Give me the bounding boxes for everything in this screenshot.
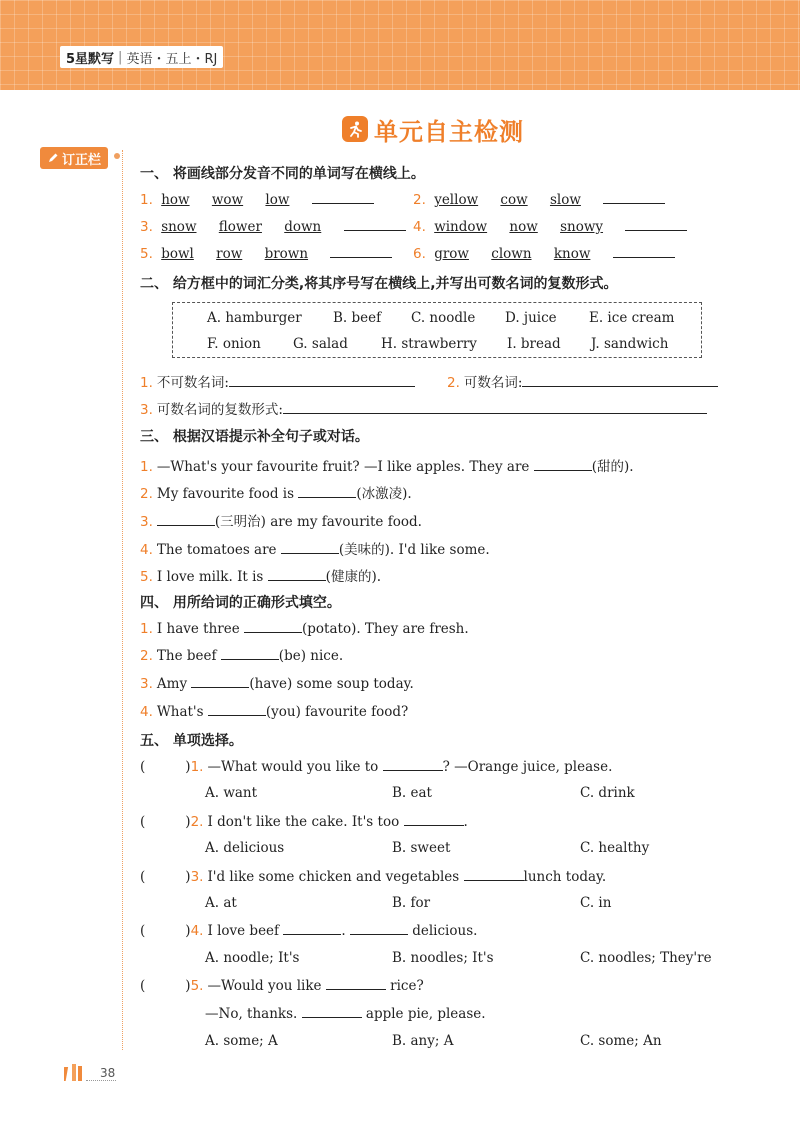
answer-blank[interactable] [302, 1005, 362, 1018]
question-text: are my favourite food. [270, 514, 422, 530]
answer-blank[interactable] [312, 191, 374, 204]
question-text: ? —Orange juice, please. [442, 759, 613, 775]
vocab-item: A. hamburger [207, 310, 302, 326]
correction-column-badge [40, 147, 108, 169]
option-c[interactable]: C. noodles; They're [580, 950, 712, 966]
answer-blank[interactable] [613, 245, 675, 258]
page-title [342, 112, 524, 146]
question-text: rice? [390, 978, 424, 994]
option-b[interactable]: B. any; A [392, 1033, 454, 1049]
answer-blank[interactable] [344, 218, 406, 231]
s1-q5 [140, 245, 392, 262]
brand-separator: | [118, 49, 123, 65]
option-a[interactable]: A. at [205, 895, 237, 911]
option-c[interactable]: C. drink [580, 785, 635, 801]
question-text: . [341, 923, 346, 939]
answer-paren-close: ) [185, 814, 191, 830]
question-text: —Would you like [207, 978, 322, 994]
section5-heading: 五、 单项选择。 [140, 733, 243, 749]
question-text: I don't like the cake. It's too [207, 814, 400, 830]
option-b[interactable]: B. noodles; It's [392, 950, 494, 966]
s1-q6 [413, 245, 675, 262]
answer-blank[interactable] [208, 703, 266, 716]
answer-blank[interactable] [281, 541, 339, 554]
answer-blank[interactable] [534, 458, 592, 471]
correction-column-label: 订正栏 [61, 152, 101, 168]
s4-q3 [140, 675, 414, 692]
vocab-item: B. beef [333, 310, 382, 326]
question-text: The beef [156, 648, 217, 664]
question-text: My favourite food is [156, 486, 295, 502]
s5-q1 [140, 758, 612, 775]
vocab-item: E. ice cream [589, 310, 675, 326]
word: know [553, 246, 591, 262]
s3-q1 [140, 455, 634, 475]
page-number: 38 [100, 1066, 116, 1080]
word: now [509, 219, 538, 235]
books-icon [64, 1062, 90, 1086]
option-b[interactable]: B. for [392, 895, 431, 911]
option-c[interactable]: C. some; An [580, 1033, 662, 1049]
s4-q1 [140, 620, 469, 637]
s1-q4 [413, 218, 687, 235]
question-number: 5. [140, 569, 153, 585]
question-text: (potato). They are fresh. [302, 621, 469, 637]
question-number: 5. [190, 978, 204, 994]
question-text: I love milk. It is [156, 569, 264, 585]
answer-paren-close: ) [185, 923, 191, 939]
question-hint: (美味的). I'd like some. [338, 542, 490, 558]
question-text: —What's your favourite fruit? —I like apples. They are [156, 459, 530, 475]
vocab-item: F. onion [207, 336, 261, 352]
answer-blank[interactable] [404, 813, 464, 826]
option-a[interactable]: A. noodle; It's [205, 950, 300, 966]
question-number: 2. [413, 192, 426, 208]
word: window [434, 219, 488, 235]
s5-q4 [140, 922, 477, 939]
question-number: 2. [447, 375, 460, 391]
question-number: 1. [190, 759, 204, 775]
vocab-item: D. juice [505, 310, 557, 326]
question-number: 1. [140, 459, 153, 475]
word: yellow [434, 192, 479, 208]
answer-blank[interactable] [157, 513, 215, 526]
question-text: (you) favourite food? [265, 704, 409, 720]
answer-blank[interactable] [229, 374, 415, 387]
question-number: 3. [190, 869, 204, 885]
question-label: 不可数名词: [156, 375, 229, 391]
brand-name: 5星默写 [66, 51, 115, 67]
question-text: I love beef [207, 923, 280, 939]
answer-blank[interactable] [383, 758, 443, 771]
option-b[interactable]: B. eat [392, 785, 432, 801]
word: low [265, 192, 290, 208]
word: snow [161, 219, 197, 235]
question-number: 3. [140, 676, 153, 692]
vocab-item: G. salad [293, 336, 348, 352]
answer-paren-close: ) [185, 869, 191, 885]
brand-label [60, 46, 223, 68]
option-a[interactable]: A. delicious [205, 840, 285, 856]
answer-blank[interactable] [625, 218, 687, 231]
answer-paren-open: ( [140, 759, 146, 775]
question-text: I'd like some chicken and vegetables [207, 869, 460, 885]
answer-paren-close: ) [185, 759, 191, 775]
answer-paren-close: ) [185, 978, 191, 994]
answer-paren-open: ( [140, 814, 146, 830]
question-text: lunch today. [523, 869, 607, 885]
s1-q3 [140, 218, 406, 235]
question-number: 6. [413, 246, 426, 262]
answer-paren-open: ( [140, 978, 146, 994]
vocab-item: J. sandwich [591, 336, 669, 352]
answer-paren-open: ( [140, 923, 146, 939]
brand-subtitle: 英语・五上・RJ [126, 51, 218, 67]
question-number: 4. [190, 923, 204, 939]
word: cow [500, 192, 528, 208]
runner-icon [342, 116, 368, 142]
option-a[interactable]: A. want [205, 785, 258, 801]
correction-column-line [122, 150, 123, 1050]
s1-q2 [413, 191, 665, 208]
answer-blank[interactable] [603, 191, 665, 204]
question-text: What's [156, 704, 204, 720]
s4-q4 [140, 703, 408, 720]
question-text: (be) nice. [278, 648, 344, 664]
answer-blank[interactable] [268, 568, 326, 581]
question-text: (have) some soup today. [249, 676, 414, 692]
question-number: 1. [140, 375, 153, 391]
option-a[interactable]: A. some; A [205, 1033, 278, 1049]
s5-q5 [140, 977, 424, 994]
question-number: 1. [140, 621, 153, 637]
question-text: Amy [156, 676, 188, 692]
question-text: I have three [156, 621, 240, 637]
s3-q2 [140, 482, 412, 502]
word: slow [549, 192, 581, 208]
vocab-item: H. strawberry [381, 336, 477, 352]
word: row [216, 246, 243, 262]
s5-q2 [140, 813, 468, 830]
question-hint: (甜的). [591, 459, 634, 475]
s2-q1 [140, 371, 415, 391]
answer-blank[interactable] [464, 868, 524, 881]
answer-blank[interactable] [522, 374, 718, 387]
question-hint: (健康的). [325, 569, 381, 585]
question-text: —What would you like to [207, 759, 379, 775]
answer-blank[interactable] [283, 401, 707, 414]
section1-heading: 一、 将画线部分发音不同的单词写在横线上。 [140, 166, 425, 182]
section2-heading: 二、 给方框中的词汇分类,将其序号写在横线上,并写出可数名词的复数形式。 [140, 276, 618, 292]
header-band [0, 0, 800, 90]
word: how [161, 192, 190, 208]
vocab-item: C. noodle [411, 310, 476, 326]
question-number: 4. [413, 219, 426, 235]
pencil-icon [47, 152, 59, 164]
answer-blank[interactable] [298, 485, 356, 498]
question-number: 3. [140, 514, 153, 530]
s2-q3 [140, 398, 707, 418]
word: bowl [161, 246, 194, 262]
option-c[interactable]: C. in [580, 895, 612, 911]
question-hint: (冰激凌). [356, 486, 412, 502]
question-number: 2. [140, 648, 153, 664]
side-dot [114, 153, 120, 159]
section3-heading: 三、 根据汉语提示补全句子或对话。 [140, 429, 369, 445]
word: wow [211, 192, 244, 208]
word: clown [491, 246, 532, 262]
s3-q3 [140, 510, 422, 530]
answer-blank[interactable] [283, 922, 341, 935]
s2-q2 [447, 371, 718, 391]
vocab-box [172, 302, 702, 358]
question-label: 可数名词: [463, 375, 523, 391]
question-number: 2. [140, 486, 153, 502]
question-number: 1. [140, 192, 153, 208]
question-text: delicious. [412, 923, 478, 939]
answer-blank[interactable] [350, 922, 408, 935]
word: snowy [560, 219, 604, 235]
section4-heading: 四、 用所给词的正确形式填空。 [140, 595, 341, 611]
answer-blank[interactable] [221, 647, 279, 660]
answer-blank[interactable] [244, 620, 302, 633]
s5-q3 [140, 868, 606, 885]
answer-paren-open: ( [140, 869, 146, 885]
s4-q2 [140, 647, 343, 664]
question-number: 4. [140, 704, 153, 720]
question-label: 可数名词的复数形式: [156, 402, 283, 418]
question-number: 3. [140, 219, 153, 235]
question-number: 5. [140, 246, 153, 262]
footer-divider [86, 1080, 116, 1081]
question-text: —No, thanks. [205, 1006, 298, 1022]
answer-blank[interactable] [330, 245, 392, 258]
answer-blank[interactable] [191, 675, 249, 688]
question-text: . [463, 814, 468, 830]
option-b[interactable]: B. sweet [392, 840, 451, 856]
option-c[interactable]: C. healthy [580, 840, 650, 856]
question-text: The tomatoes are [156, 542, 277, 558]
answer-blank[interactable] [326, 977, 386, 990]
question-number: 3. [140, 402, 153, 418]
question-number: 2. [190, 814, 204, 830]
vocab-item: I. bread [507, 336, 561, 352]
word: grow [434, 246, 469, 262]
question-number: 4. [140, 542, 153, 558]
s3-q4 [140, 538, 490, 558]
question-hint: (三明治) [214, 514, 266, 530]
s5-q5-line2 [205, 1005, 486, 1022]
word: down [284, 219, 322, 235]
word: brown [264, 246, 309, 262]
question-text: apple pie, please. [365, 1006, 486, 1022]
word: flower [218, 219, 262, 235]
title-text: 单元自主检测 [374, 117, 524, 146]
s1-q1 [140, 191, 374, 208]
s3-q5 [140, 565, 381, 585]
